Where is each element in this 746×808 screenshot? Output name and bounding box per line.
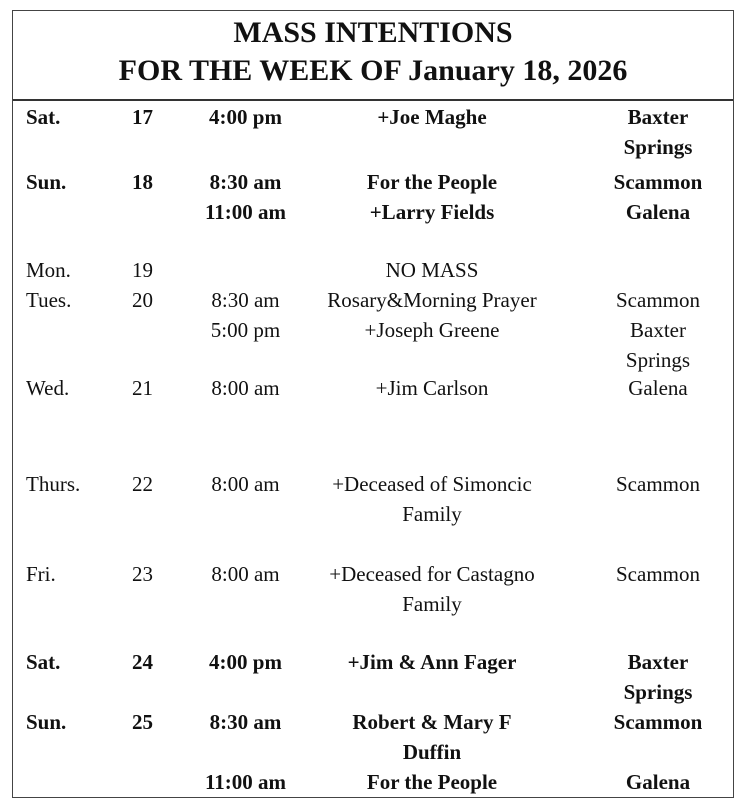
mass-location: Scammon xyxy=(613,710,703,734)
mass-intention: +Deceased of Simoncic xyxy=(332,472,532,496)
mass-intention: NO MASS xyxy=(385,258,479,282)
mass-intention-column xyxy=(303,285,561,345)
day-label: Sat. xyxy=(26,650,61,674)
mass-location: Baxter xyxy=(627,650,689,674)
mass-time: 8:30 am xyxy=(209,170,282,194)
mass-location-column xyxy=(588,559,728,589)
mass-intention: Family xyxy=(402,502,462,526)
date-label: 21 xyxy=(132,376,153,400)
date-label: 24 xyxy=(132,650,153,674)
mass-intention-column xyxy=(303,559,561,619)
mass-time-column xyxy=(188,707,303,737)
mass-time-column xyxy=(188,285,303,345)
mass-intention: +Larry Fields xyxy=(369,200,495,224)
mass-time: 8:00 am xyxy=(211,562,280,586)
mass-time-column xyxy=(188,469,303,499)
mass-intention-column xyxy=(303,469,561,529)
mass-location: Galena xyxy=(625,200,691,224)
mass-intention: For the People xyxy=(366,770,498,794)
date-label: 18 xyxy=(132,170,153,194)
title: MASS INTENTIONS xyxy=(233,16,513,49)
mass-intention-column xyxy=(303,255,561,285)
mass-intention: Family xyxy=(402,592,462,616)
mass-time-column xyxy=(188,167,303,227)
mass-intention: +Joseph Greene xyxy=(364,318,500,342)
mass-intention: +Jim & Ann Fager xyxy=(347,650,517,674)
mass-intention: Robert & Mary F xyxy=(352,710,512,734)
day-label: Sun. xyxy=(26,710,67,734)
date-label: 20 xyxy=(132,288,153,312)
day-label: Sat. xyxy=(26,105,61,129)
mass-location: Scammon xyxy=(616,472,700,496)
date-label: 17 xyxy=(132,105,153,129)
day-label: Sun. xyxy=(26,170,67,194)
mass-intention-column xyxy=(303,167,561,227)
mass-intention: +Joe Maghe xyxy=(377,105,487,129)
mass-time: 4:00 pm xyxy=(209,105,282,129)
mass-location: Galena xyxy=(628,376,688,400)
mass-time: 4:00 pm xyxy=(209,650,282,674)
mass-intention-column xyxy=(303,767,561,797)
mass-location-column xyxy=(588,767,728,797)
mass-location-column xyxy=(588,707,728,737)
mass-location: Baxter xyxy=(630,318,686,342)
mass-time-column xyxy=(188,647,303,677)
mass-intention: Duffin xyxy=(402,740,462,764)
mass-intention-column xyxy=(303,373,561,403)
mass-location-column xyxy=(588,469,728,499)
mass-time-column xyxy=(188,373,303,403)
mass-intention: +Jim Carlson xyxy=(375,376,489,400)
subtitle: FOR THE WEEK OF January 18, 2026 xyxy=(118,54,628,87)
mass-location-column xyxy=(588,167,728,227)
day-label: Fri. xyxy=(26,562,56,586)
mass-time: 8:30 am xyxy=(209,710,282,734)
date-label: 23 xyxy=(132,562,153,586)
mass-time: 11:00 am xyxy=(204,770,287,794)
mass-location: Galena xyxy=(625,770,691,794)
header xyxy=(13,11,733,101)
day-label: Thurs. xyxy=(26,472,81,496)
mass-time: 8:00 am xyxy=(211,472,280,496)
mass-time: 11:00 am xyxy=(204,200,287,224)
mass-time-column xyxy=(188,559,303,589)
mass-intention: +Deceased for Castagno xyxy=(329,562,535,586)
mass-time: 5:00 pm xyxy=(210,318,281,342)
mass-location: Springs xyxy=(623,680,693,704)
date-label: 22 xyxy=(132,472,153,496)
mass-intention: For the People xyxy=(366,170,498,194)
mass-intention-column xyxy=(303,647,561,677)
mass-time-column xyxy=(188,102,303,132)
day-label: Tues. xyxy=(26,288,72,312)
mass-location-column xyxy=(588,373,728,403)
mass-intention: Rosary&Morning Prayer xyxy=(327,288,537,312)
mass-intention-column xyxy=(303,102,561,132)
mass-intention-column xyxy=(303,707,561,767)
mass-location-column xyxy=(588,285,728,375)
mass-time: 8:00 am xyxy=(211,376,280,400)
mass-location-column xyxy=(588,102,728,162)
mass-location: Baxter xyxy=(627,105,689,129)
date-label: 25 xyxy=(132,710,153,734)
mass-time: 8:30 am xyxy=(211,288,280,312)
mass-location: Scammon xyxy=(616,288,700,312)
day-label: Wed. xyxy=(26,376,70,400)
mass-intentions-box xyxy=(12,10,734,798)
day-label: Mon. xyxy=(26,258,71,282)
mass-time-column xyxy=(188,767,303,797)
mass-location-column xyxy=(588,647,728,707)
mass-location: Scammon xyxy=(613,170,703,194)
mass-location: Springs xyxy=(625,348,691,372)
mass-location: Scammon xyxy=(616,562,700,586)
date-label: 19 xyxy=(132,258,153,282)
mass-location: Springs xyxy=(623,135,693,159)
